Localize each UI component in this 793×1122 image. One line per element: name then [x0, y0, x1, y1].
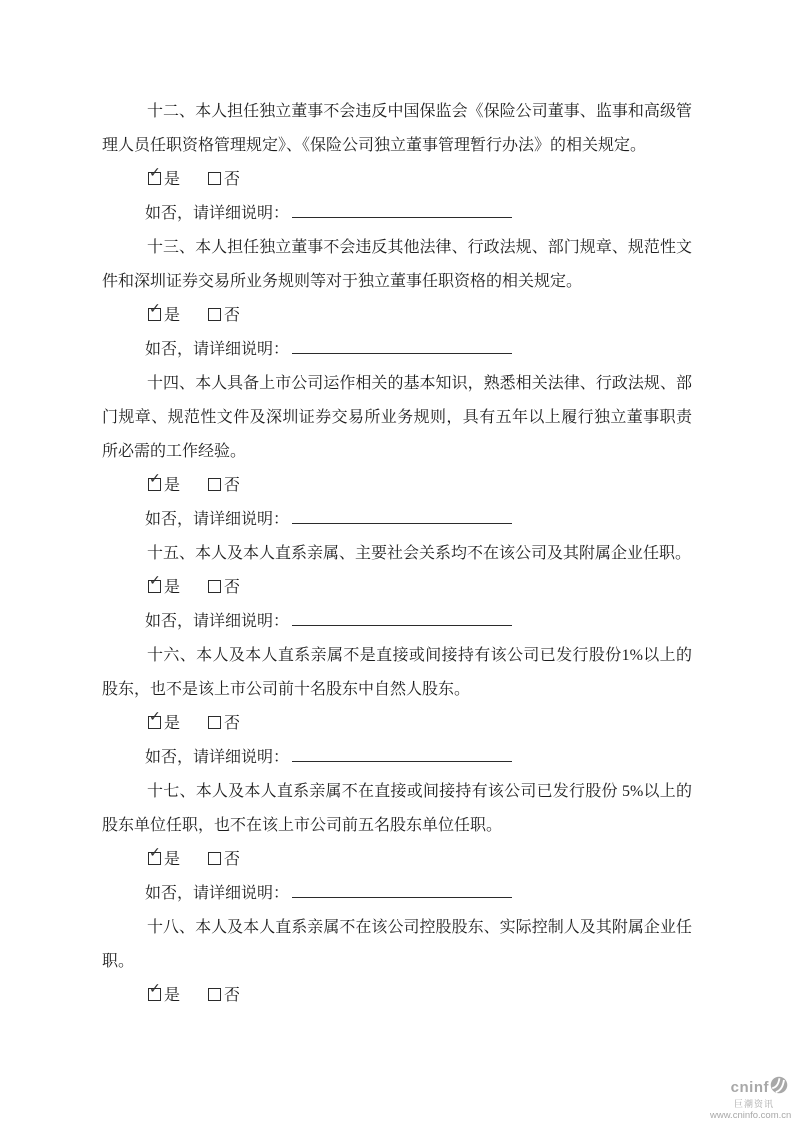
checkbox-no-unchecked[interactable]: [208, 988, 221, 1001]
cninfo-swirl-icon: [770, 1076, 788, 1098]
yes-label: 是: [164, 715, 181, 732]
checkbox-yes-checked[interactable]: [148, 845, 161, 865]
checkbox-yes-checked[interactable]: [148, 981, 161, 1001]
no-label: 否: [224, 579, 241, 596]
no-label: 否: [224, 307, 241, 324]
cninfo-brand-text: cninf: [730, 1078, 769, 1096]
followup-blank-input[interactable]: [292, 880, 512, 898]
followup-blank-input[interactable]: [292, 336, 512, 354]
section-17-answer-row: [102, 843, 692, 877]
checkbox-yes-checked[interactable]: [148, 471, 161, 491]
no-label: 否: [224, 987, 241, 1004]
check-icon: ✓: [149, 981, 161, 997]
no-label: 否: [224, 715, 241, 732]
checkbox-no-unchecked[interactable]: [208, 478, 221, 491]
checkbox-no-unchecked[interactable]: [208, 716, 221, 729]
section-14-text: 十四、本人具备上市公司运作相关的基本知识，熟悉相关法律、行政法规、部门规章、规范性文件及深圳证券交易所业务规则，具有五年以上履行独立董事职责所必需的工作经验。: [102, 375, 692, 460]
section-16-answer-row: [102, 707, 692, 741]
checkbox-yes-checked[interactable]: [148, 573, 161, 593]
followup-label: 如否，请详细说明：: [145, 749, 290, 766]
followup-label: 如否，请详细说明：: [145, 341, 290, 358]
checkbox-no-unchecked[interactable]: [208, 852, 221, 865]
section-16-text: 十六、本人及本人直系亲属不是直接或间接持有该公司已发行股份1%以上的股东，也不是该上市公司前十名股东中自然人股东。: [102, 647, 692, 698]
yes-label: 是: [164, 579, 181, 596]
section-15-followup: [102, 605, 692, 639]
yes-label: 是: [164, 307, 181, 324]
check-icon: ✓: [149, 301, 161, 317]
section-18-text: 十八、本人及本人直系亲属不在该公司控股股东、实际控制人及其附属企业任职。: [102, 919, 692, 970]
check-icon: ✓: [149, 845, 161, 861]
no-label: 否: [224, 171, 241, 188]
checkbox-no-unchecked[interactable]: [208, 308, 221, 321]
check-icon: ✓: [149, 709, 161, 725]
followup-label: 如否，请详细说明：: [145, 613, 290, 630]
section-15-answer-row: [102, 571, 692, 605]
section-12-followup: [102, 197, 692, 231]
followup-blank-input[interactable]: [292, 506, 512, 524]
checkbox-yes-checked[interactable]: [148, 709, 161, 729]
section-15-text: 十五、本人及本人直系亲属、主要社会关系均不在该公司及其附属企业任职。: [147, 545, 692, 562]
followup-blank-input[interactable]: [292, 200, 512, 218]
yes-label: 是: [164, 477, 181, 494]
yes-label: 是: [164, 987, 181, 1004]
no-label: 否: [224, 477, 241, 494]
cninfo-url: www.cninfo.com.cn: [710, 1110, 792, 1121]
yes-label: 是: [164, 171, 181, 188]
section-12-answer-row: [102, 163, 692, 197]
section-12-text: 十二、本人担任独立董事不会违反中国保监会《保险公司董事、监事和高级管理人员任职资格管理规定》、《保险公司独立董事管理暂行办法》的相关规定。: [102, 103, 692, 154]
no-label: 否: [224, 851, 241, 868]
check-icon: ✓: [149, 573, 161, 589]
checkbox-no-unchecked[interactable]: [208, 172, 221, 185]
section-13-answer-row: [102, 299, 692, 333]
checkbox-no-unchecked[interactable]: [208, 580, 221, 593]
check-icon: ✓: [149, 471, 161, 487]
check-icon: ✓: [149, 165, 161, 181]
document-content: [102, 95, 692, 1013]
section-17-followup: [102, 877, 692, 911]
cninfo-watermark: [710, 1076, 792, 1121]
section-18-answer-row: [102, 979, 692, 1013]
followup-label: 如否，请详细说明：: [145, 511, 290, 528]
cninfo-brand-chinese: 巨潮资讯: [733, 1099, 774, 1109]
yes-label: 是: [164, 851, 181, 868]
section-13-followup: [102, 333, 692, 367]
followup-blank-input[interactable]: [292, 608, 512, 626]
section-14-answer-row: [102, 469, 692, 503]
followup-label: 如否，请详细说明：: [145, 885, 290, 902]
followup-label: 如否，请详细说明：: [145, 205, 290, 222]
checkbox-yes-checked[interactable]: [148, 165, 161, 185]
section-17-text: 十七、本人及本人直系亲属不在直接或间接持有该公司已发行股份 5%以上的股东单位任职，也不在该上市公司前五名股东单位任职。: [102, 783, 692, 834]
section-16-followup: [102, 741, 692, 775]
checkbox-yes-checked[interactable]: [148, 301, 161, 321]
section-13-text: 十三、本人担任独立董事不会违反其他法律、行政法规、部门规章、规范性文件和深圳证券交易所业务规则等对于独立董事任职资格的相关规定。: [102, 239, 692, 290]
followup-blank-input[interactable]: [292, 744, 512, 762]
section-14-followup: [102, 503, 692, 537]
